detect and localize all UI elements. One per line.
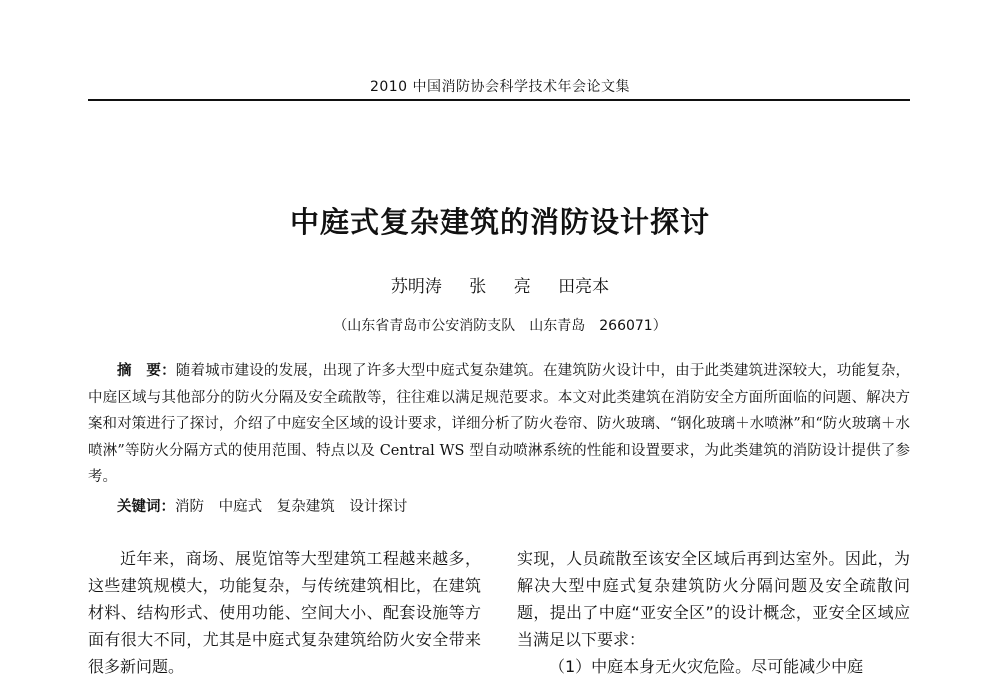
body-paragraph: 近年来，商场、展览馆等大型建筑工程越来越多，这些建筑规模大，功能复杂，与传统建筑相比，在建筑材料、结构形式、使用功能、空间大小、配套设施等方面有很大不同，尤其是中庭式复杂建筑给防火安全带来很多新问题。 — [88, 549, 481, 676]
abstract-text: 随着城市建设的发展，出现了许多大型中庭式复杂建筑。在建筑防火设计中，由于此类建筑进深较大，功能复杂，中庭区域与其他部分的防火分隔及安全疏散等，往往难以满足规范要求。本文对此类建筑在消防安全方面所面临的问题、解决方案和对策进行了探讨，介绍了中庭安全区域的设计要求，详细分析了防火卷帘、防火玻璃、“钢化玻璃＋水喷淋”和“防火玻璃＋水喷淋”等防火分隔方式的使用范围、特点以及 Central WS 型自动喷淋系统的性能和设置要求，为此类建筑的消防设计提供了参考。 — [88, 363, 911, 485]
header-rule — [88, 99, 910, 101]
abstract-label: 摘 要： — [117, 363, 176, 379]
body-column-left — [88, 545, 481, 680]
affiliation: （山东省青岛市公安消防支队 山东青岛 266071） — [333, 318, 667, 334]
body-paragraph: 实现，人员疏散至该安全区域后再到达室外。因此，为解决大型中庭式复杂建筑防火分隔问题及安全疏散问题，提出了中庭“亚安全区”的设计概念，亚安全区域应当满足以下要求： — [517, 549, 910, 649]
keywords-text: 消防 中庭式 复杂建筑 设计探讨 — [175, 499, 408, 515]
keywords — [88, 494, 910, 521]
body-paragraph-list-item: （1）中庭本身无火灾危险。尽可能减少中庭 — [549, 657, 864, 676]
paper-title: 中庭式复杂建筑的消防设计探讨 — [289, 205, 710, 239]
running-header: 2010 中国消防协会科学技术年会论文集 — [369, 79, 631, 95]
abstract — [88, 358, 910, 491]
keywords-label: 关键词： — [117, 499, 175, 515]
authors: 苏明涛 张 亮 田亮本 — [390, 277, 610, 297]
body-column-right — [517, 545, 910, 680]
